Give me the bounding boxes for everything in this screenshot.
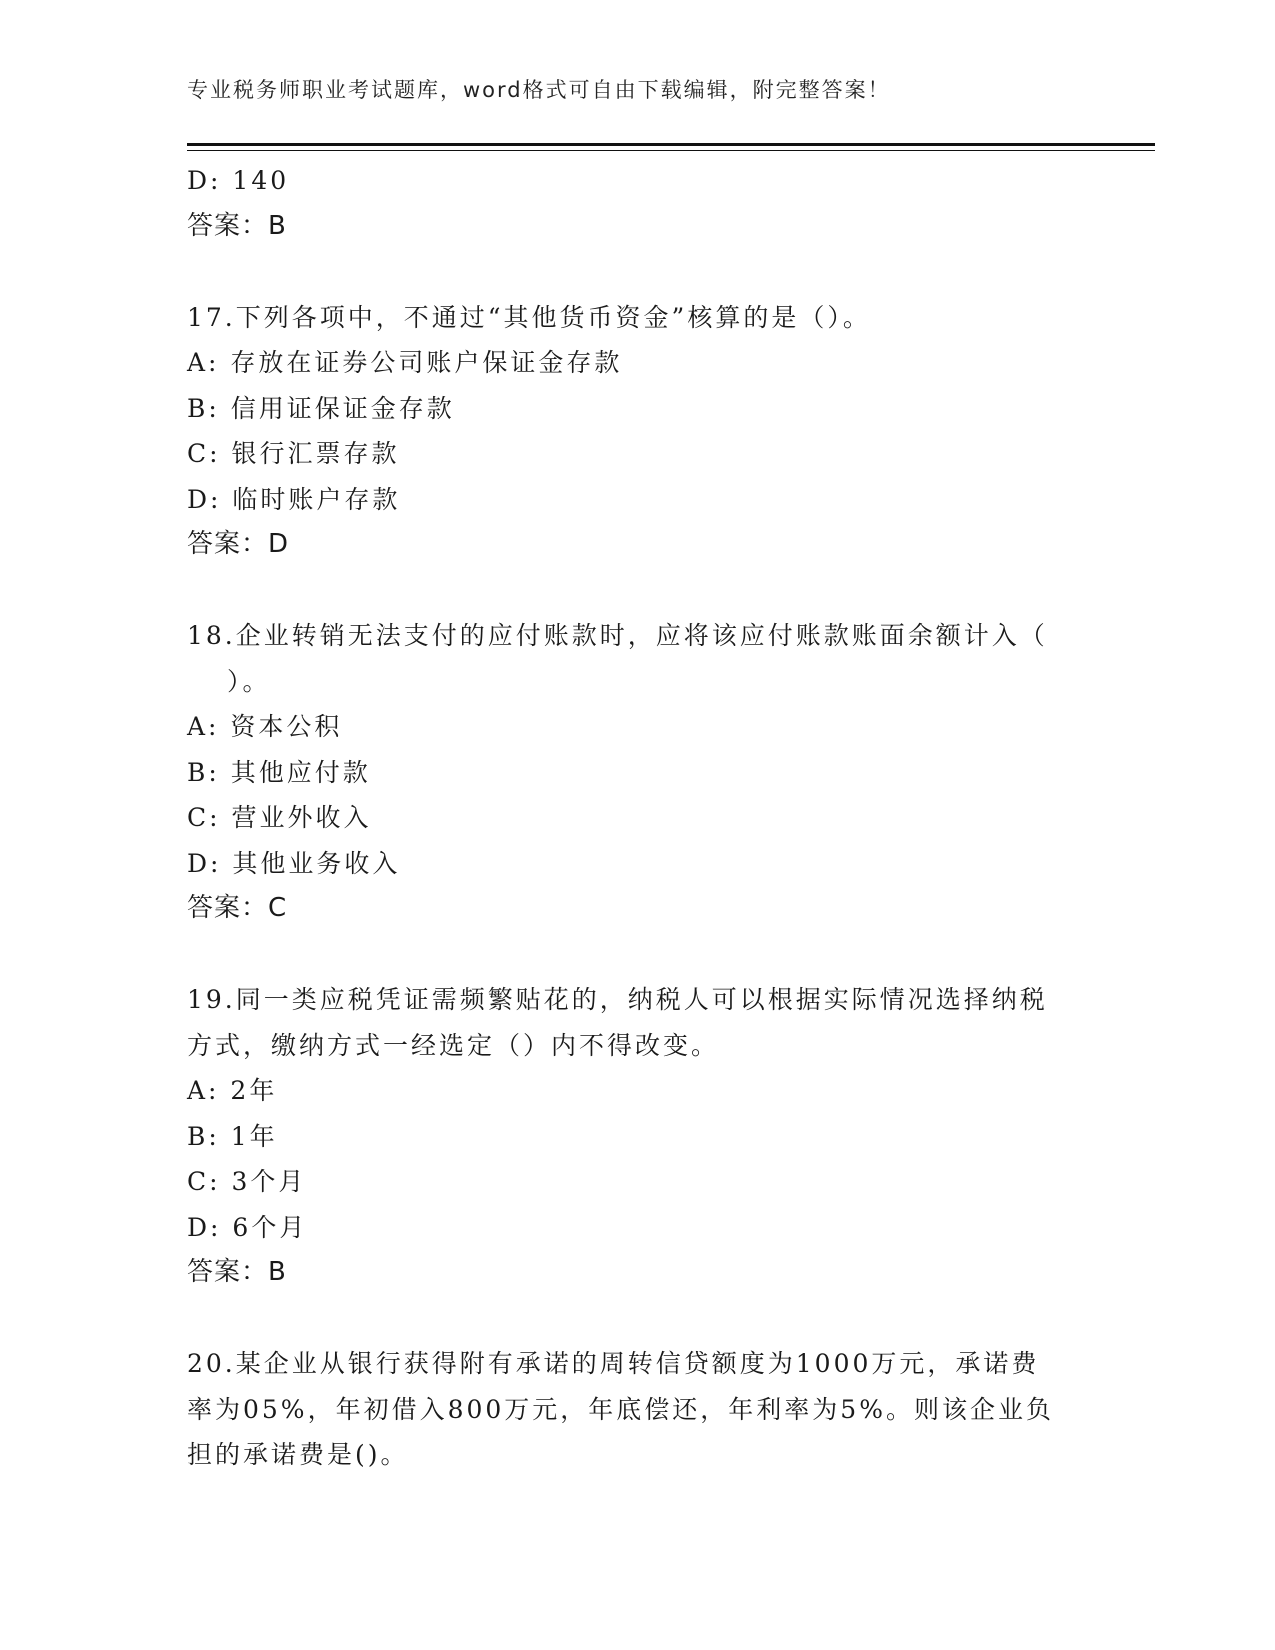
question-17-option-a: A: 存放在证券公司账户保证金存款	[187, 348, 623, 377]
header-rule-thin	[187, 150, 1155, 151]
question-19-stem-line-1: 19.同一类应税凭证需频繁贴花的，纳税人可以根据实际情况选择纳税	[187, 985, 1048, 1014]
question-17-answer: 答案：D	[187, 529, 290, 559]
question-list	[187, 158, 1087, 1478]
question-18-option-c: C: 营业外收入	[187, 803, 372, 832]
question-17-option-b: B: 信用证保证金存款	[187, 393, 455, 423]
question-18-stem-line-1: 18.企业转销无法支付的应付账款时，应将该应付账款账面余额计入（	[187, 621, 1048, 650]
header-rule	[187, 143, 1155, 146]
question-19-option-c: C: 3个月	[187, 1167, 307, 1196]
question-19-stem-line-2: 方式，缴纳方式一经选定（）内不得改变。	[187, 1030, 720, 1060]
question-18-stem-line-2: ）。	[227, 666, 271, 696]
question-17	[187, 295, 1087, 568]
question-19-answer: 答案：B	[187, 1257, 287, 1287]
question-19-option-b: B: 1年	[187, 1121, 278, 1151]
question-18	[187, 613, 1087, 932]
question-17-option-c: C: 银行汇票存款	[187, 439, 400, 468]
question-18-option-b: B: 其他应付款	[187, 757, 371, 787]
question-20-stem-line-2: 率为05%，年初借入800万元，年底偿还，年利率为5%。则该企业负	[187, 1394, 1054, 1424]
prev-option-d: D: 140	[187, 166, 290, 195]
page-header: 专业税务师职业考试题库，word格式可自由下载编辑，附完整答案！	[187, 78, 891, 102]
question-17-option-d: D: 临时账户存款	[187, 484, 401, 514]
question-20-stem-line-3: 担的承诺费是()。	[187, 1440, 409, 1469]
question-18-option-d: D: 其他业务收入	[187, 848, 401, 878]
question-20-stem-line-1: 20.某企业从银行获得附有承诺的周转信贷额度为1000万元，承诺费	[187, 1349, 1040, 1378]
question-18-answer: 答案：C	[187, 893, 288, 923]
question-19	[187, 977, 1087, 1296]
question-19-option-d: D: 6个月	[187, 1212, 308, 1242]
question-17-stem: 17.下列各项中，不通过“其他货币资金”核算的是（）。	[187, 302, 871, 332]
question-20	[187, 1341, 1087, 1478]
question-19-option-a: A: 2年	[187, 1076, 278, 1105]
prev-answer: 答案：B	[187, 210, 287, 241]
question-18-option-a: A: 资本公积	[187, 712, 343, 741]
